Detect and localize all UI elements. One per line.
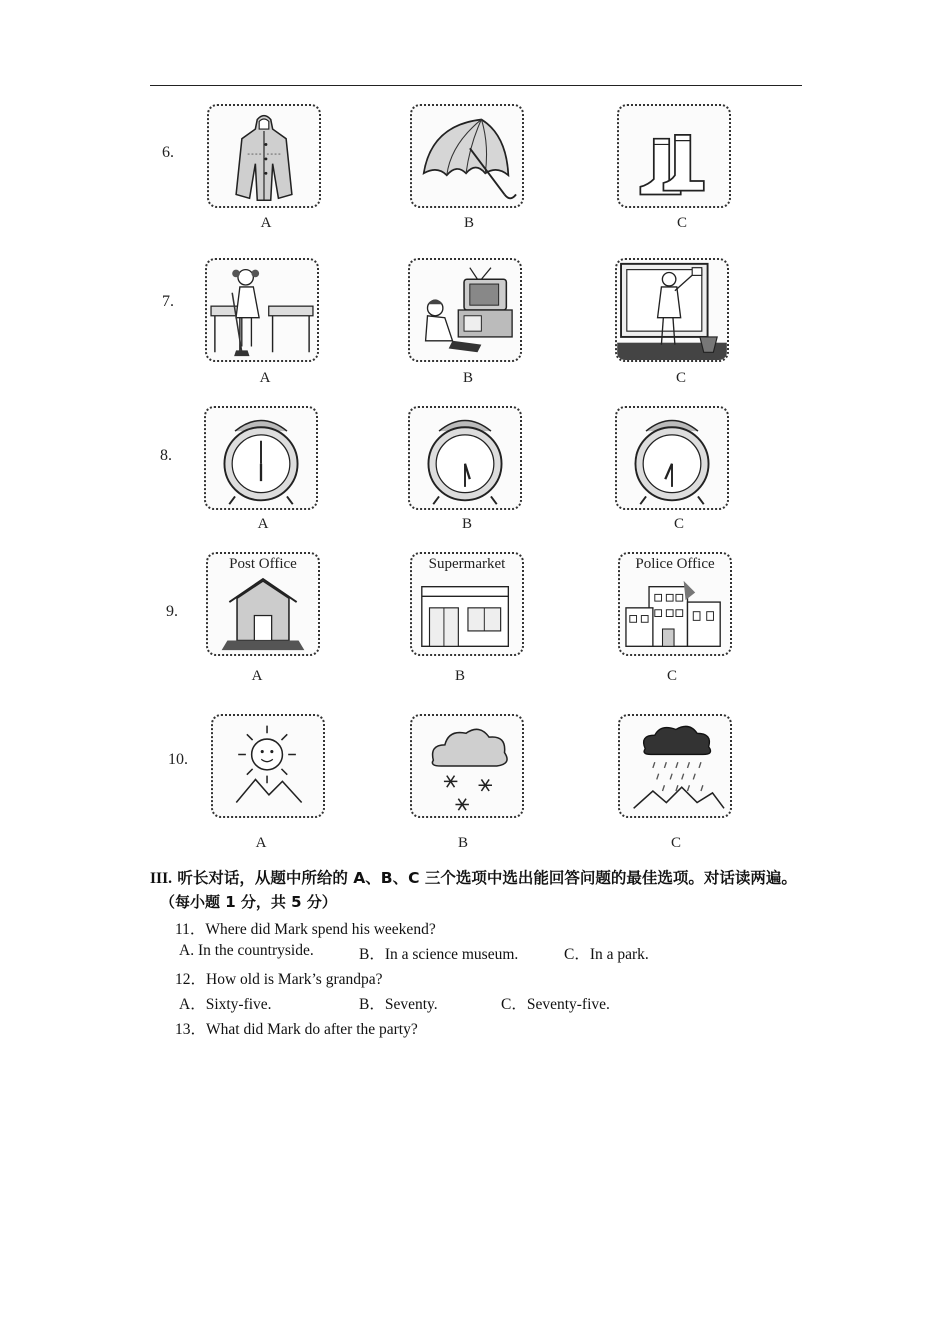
question-stem: 12．How old is Mark’s grandpa? xyxy=(175,971,383,988)
answer-option[interactable]: A．Sixty-five. xyxy=(179,996,272,1013)
option-letter: B xyxy=(461,516,472,532)
option-picture-9b[interactable] xyxy=(410,552,524,656)
answer-option[interactable]: A. In the countryside. xyxy=(179,942,314,959)
option-letter: C xyxy=(675,370,686,386)
option-picture-6c[interactable] xyxy=(617,104,731,208)
option-letter: C xyxy=(673,516,684,532)
girl-cleaning-window-icon xyxy=(617,260,727,360)
option-picture-6a[interactable] xyxy=(207,104,321,208)
option-picture-8a[interactable] xyxy=(204,406,318,510)
question-number: 8. xyxy=(160,447,172,464)
option-picture-10b[interactable] xyxy=(410,714,524,818)
alarm-clock-icon xyxy=(410,408,520,508)
question-number: 7. xyxy=(162,293,174,310)
picture-caption: Post Office xyxy=(229,556,297,572)
option-picture-8c[interactable] xyxy=(615,406,729,510)
answer-option[interactable]: B．In a science museum. xyxy=(359,946,519,963)
option-letter: A xyxy=(257,516,269,532)
snowy-weather-icon xyxy=(412,716,522,816)
option-letter: A xyxy=(251,668,263,684)
option-picture-9a[interactable] xyxy=(206,552,320,656)
option-letter: B xyxy=(463,215,474,231)
option-letter: A xyxy=(259,370,271,386)
option-letter: C xyxy=(676,215,687,231)
option-picture-7b[interactable] xyxy=(408,258,522,362)
sunny-weather-icon xyxy=(213,716,323,816)
option-picture-9c[interactable] xyxy=(618,552,732,656)
rainy-weather-icon xyxy=(620,716,730,816)
option-picture-10a[interactable] xyxy=(211,714,325,818)
answer-option[interactable]: C．Seventy-five. xyxy=(501,996,610,1013)
police-office-icon xyxy=(620,554,730,654)
umbrella-icon xyxy=(412,106,522,206)
option-letter: C xyxy=(670,835,681,851)
section-instruction xyxy=(150,866,830,891)
option-picture-10c[interactable] xyxy=(618,714,732,818)
question-number: 9. xyxy=(166,603,178,620)
alarm-clock-icon xyxy=(617,408,727,508)
option-picture-8b[interactable] xyxy=(408,406,522,510)
section-instruction-text: 听长对话，从题中所给的 A、B、C 三个选项中选出能回答问题的最佳选项。对话读两遍。 xyxy=(177,869,797,887)
option-letter: B xyxy=(457,835,468,851)
rain-boots-icon xyxy=(619,106,729,206)
header-rule xyxy=(150,85,802,86)
answer-option[interactable]: C．In a park. xyxy=(564,946,649,963)
alarm-clock-icon xyxy=(206,408,316,508)
girl-sweeping-floor-icon xyxy=(207,260,317,360)
question-stem: 13．What did Mark do after the party? xyxy=(175,1021,418,1038)
section-number: III. xyxy=(150,870,172,887)
picture-caption: Supermarket xyxy=(428,556,506,572)
option-letter: A xyxy=(260,215,272,231)
question-number: 6. xyxy=(162,144,174,161)
girl-watching-tv-icon xyxy=(410,260,520,360)
section-scoring: （每小题 1 分，共 5 分） xyxy=(160,893,337,911)
option-letter: B xyxy=(454,668,465,684)
raincoat-icon xyxy=(209,106,319,206)
post-office-icon xyxy=(208,554,318,654)
option-picture-7c[interactable] xyxy=(615,258,729,362)
picture-caption: Police Office xyxy=(635,556,715,572)
question-stem: 11．Where did Mark spend his weekend? xyxy=(175,921,436,938)
question-number: 10. xyxy=(168,751,188,768)
option-picture-7a[interactable] xyxy=(205,258,319,362)
option-picture-6b[interactable] xyxy=(410,104,524,208)
option-letter: B xyxy=(462,370,473,386)
supermarket-icon xyxy=(412,554,522,654)
option-letter: C xyxy=(666,668,677,684)
answer-option[interactable]: B．Seventy. xyxy=(359,996,438,1013)
option-letter: A xyxy=(255,835,267,851)
